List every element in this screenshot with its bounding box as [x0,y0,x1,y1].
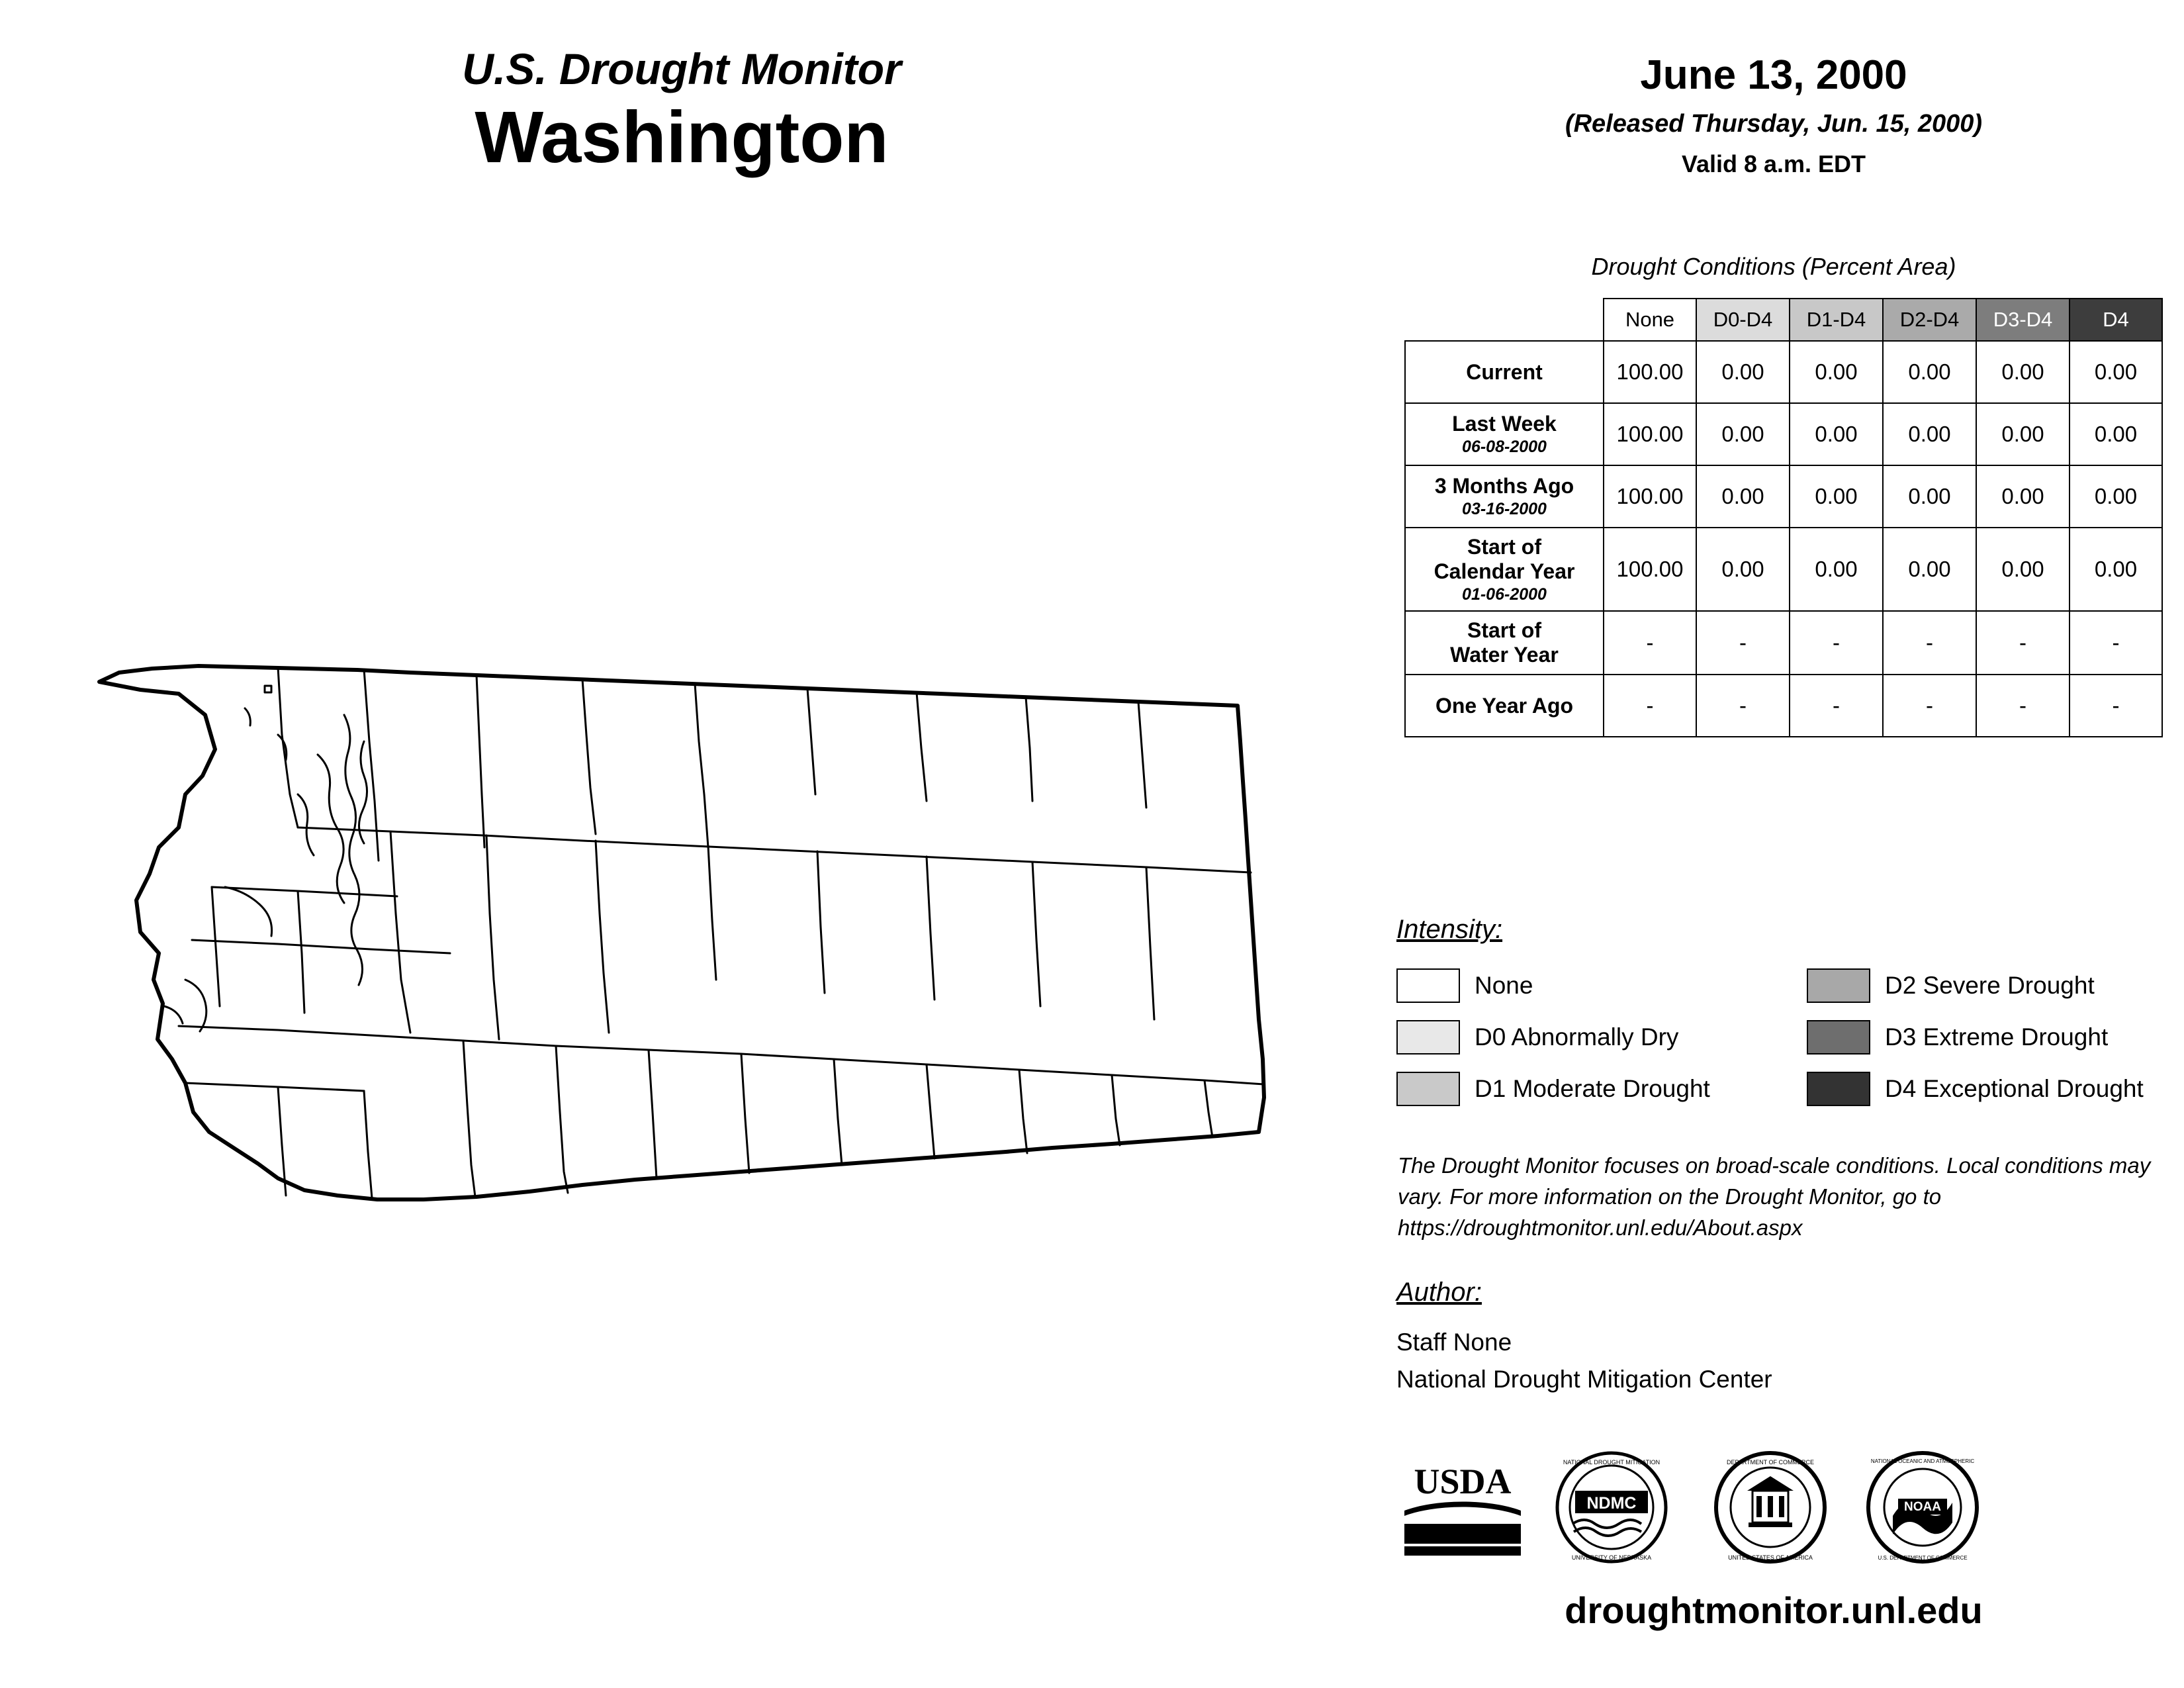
legend-item-d3 [1807,1011,2144,1063]
author-organization: National Drought Mitigation Center [1396,1365,1772,1393]
logo-strip [1383,1450,2164,1575]
cell-lastweek-d3d4: 0.00 [1976,403,2070,465]
report-header [1363,53,2184,178]
table-caption: Drought Conditions (Percent Area) [1591,253,1956,280]
department-of-commerce-logo [1707,1450,1833,1569]
cell-calendaryear-d3d4: 0.00 [1976,528,2070,611]
report-date: June 13, 2000 [1640,52,1907,98]
legend-column-right [1807,960,2144,1115]
row-label-text: One Year Ago [1435,693,1574,718]
svg-text:UNIVERSITY OF NEBRASKA: UNIVERSITY OF NEBRASKA [1571,1554,1652,1561]
legend-label-d4: D4 Exceptional Drought [1885,1075,2144,1102]
svg-text:U.S. DEPARTMENT OF COMMERCE: U.S. DEPARTMENT OF COMMERCE [1878,1555,1968,1561]
legend-swatch-d2 [1807,968,1870,1003]
row-label-date: 01-06-2000 [1462,585,1547,604]
svg-text:USDA: USDA [1414,1462,1512,1501]
usda-logo [1396,1450,1529,1569]
legend-label-d3: D3 Extreme Drought [1885,1023,2109,1051]
cell-calendaryear-d4: 0.00 [2070,528,2162,611]
legend-swatch-d4 [1807,1072,1870,1106]
report-valid-time: Valid 8 a.m. EDT [1681,150,1866,178]
row-label-date: 06-08-2000 [1462,438,1547,457]
svg-text:UNITED STATES OF AMERICA: UNITED STATES OF AMERICA [1728,1554,1813,1561]
svg-text:DEPARTMENT OF COMMERCE: DEPARTMENT OF COMMERCE [1726,1459,1815,1466]
cell-oneyear-d3d4: - [1976,675,2070,737]
cell-wateryear-d1d4: - [1790,611,1883,675]
row-label-line2: Calendar Year [1433,559,1575,583]
legend-item-none [1396,960,1710,1011]
cell-current-none: 100.00 [1604,341,1696,403]
region-title: Washington [475,97,889,179]
svg-text:NDMC: NDMC [1586,1494,1637,1513]
legend-title: Intensity: [1396,915,1503,944]
svg-text:NATIONAL OCEANIC AND ATMOSPHER: NATIONAL OCEANIC AND ATMOSPHERIC [1870,1458,1975,1464]
cell-3months-d0d4: 0.00 [1696,465,1790,528]
cell-oneyear-d4: - [2070,675,2162,737]
row-label-one-year-ago [1405,675,1604,737]
table-row [1405,675,2162,737]
row-label-text: Current [1466,359,1543,384]
table-row [1405,465,2162,528]
legend-item-d2 [1807,960,2144,1011]
cell-3months-d1d4: 0.00 [1790,465,1883,528]
table-row [1405,611,2162,675]
row-label-line2: Water Year [1450,643,1559,667]
legend-swatch-none [1396,968,1460,1003]
cell-wateryear-none: - [1604,611,1696,675]
cell-3months-d2d4: 0.00 [1883,465,1976,528]
disclaimer-text: The Drought Monitor focuses on broad-scale conditions. Local conditions may vary. For more information on the Drought Monitor, go to https://droughtmonitor.unl.edu/About.aspx [1398,1153,2151,1240]
cell-lastweek-d0d4: 0.00 [1696,403,1790,465]
table-header-row [1405,299,2162,341]
legend-label-d2: D2 Severe Drought [1885,972,2095,999]
cell-calendaryear-none: 100.00 [1604,528,1696,611]
page-title [0,46,1363,177]
row-label-line1: Start of [1467,535,1541,559]
table-corner-cell [1405,299,1604,341]
legend-column-left [1396,960,1710,1115]
legend-item-d0 [1396,1011,1710,1063]
legend-swatch-d1 [1396,1072,1460,1106]
row-label-3-months-ago [1405,465,1604,528]
legend-swatch-d3 [1807,1020,1870,1055]
legend-swatch-d0 [1396,1020,1460,1055]
cell-wateryear-d4: - [2070,611,2162,675]
noaa-logo [1860,1450,1985,1569]
state-outline [99,666,1264,1199]
cell-3months-d3d4: 0.00 [1976,465,2070,528]
cell-3months-none: 100.00 [1604,465,1696,528]
cell-oneyear-d0d4: - [1696,675,1790,737]
cell-lastweek-d2d4: 0.00 [1883,403,1976,465]
row-label-date: 03-16-2000 [1462,500,1547,519]
row-label-last-week [1405,403,1604,465]
column-header-d0d4: D0-D4 [1696,299,1790,341]
cell-calendaryear-d0d4: 0.00 [1696,528,1790,611]
column-header-none: None [1604,299,1696,341]
author-name: Staff None [1396,1329,1512,1356]
cell-calendaryear-d2d4: 0.00 [1883,528,1976,611]
cell-oneyear-d1d4: - [1790,675,1883,737]
map-counties [99,666,1264,1199]
cell-lastweek-none: 100.00 [1604,403,1696,465]
legend-label-none: None [1475,972,1533,999]
cell-current-d3d4: 0.00 [1976,341,2070,403]
table-row [1405,528,2162,611]
row-label-current [1405,341,1604,403]
cell-current-d1d4: 0.00 [1790,341,1883,403]
row-label-text: Last Week [1452,412,1557,436]
footer-url: droughtmonitor.unl.edu [1565,1589,1983,1631]
legend-label-d0: D0 Abnormally Dry [1475,1023,1679,1051]
ndmc-logo [1549,1450,1674,1569]
svg-text:NATIONAL DROUGHT MITIGATION: NATIONAL DROUGHT MITIGATION [1563,1459,1661,1466]
cell-current-d2d4: 0.00 [1883,341,1976,403]
cell-wateryear-d0d4: - [1696,611,1790,675]
author-title: Author: [1396,1278,1482,1307]
table-row [1405,403,2162,465]
row-label-line1: Start of [1467,618,1541,643]
washington-drought-map [79,516,1310,1377]
drought-conditions-table [1404,298,2161,737]
cell-lastweek-d1d4: 0.00 [1790,403,1883,465]
column-header-d1d4: D1-D4 [1790,299,1883,341]
program-title: U.S. Drought Monitor [462,44,901,93]
cell-3months-d4: 0.00 [2070,465,2162,528]
cell-current-d4: 0.00 [2070,341,2162,403]
report-release-date: (Released Thursday, Jun. 15, 2000) [1565,110,1983,138]
table-row [1405,341,2162,403]
cell-current-d0d4: 0.00 [1696,341,1790,403]
cell-oneyear-none: - [1604,675,1696,737]
cell-wateryear-d2d4: - [1883,611,1976,675]
cell-calendaryear-d1d4: 0.00 [1790,528,1883,611]
legend-item-d1 [1396,1063,1710,1115]
legend-item-d4 [1807,1063,2144,1115]
column-header-d4: D4 [2070,299,2162,341]
row-label-start-of-water-year [1405,611,1604,675]
map-svg [79,516,1310,1377]
author-block [1396,1324,1772,1397]
svg-text:NOAA: NOAA [1904,1500,1941,1514]
cell-lastweek-d4: 0.00 [2070,403,2162,465]
column-header-d2d4: D2-D4 [1883,299,1976,341]
row-label-start-of-calendar-year [1405,528,1604,611]
column-header-d3d4: D3-D4 [1976,299,2070,341]
legend-label-d1: D1 Moderate Drought [1475,1075,1710,1102]
row-label-text: 3 Months Ago [1434,474,1574,498]
cell-oneyear-d2d4: - [1883,675,1976,737]
cell-wateryear-d3d4: - [1976,611,2070,675]
